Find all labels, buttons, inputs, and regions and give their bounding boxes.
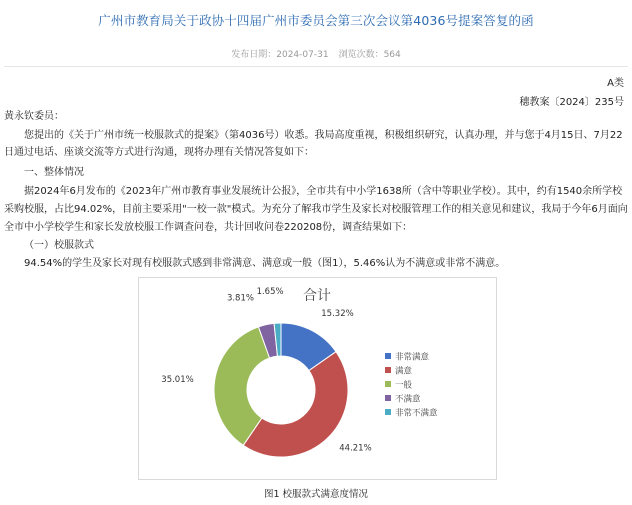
paragraph-2-line-1: 据2024年6月发布的《2023年广州市教育事业发展统计公报》，全市共有中小学1638所（含中等职业学校）。其中，约有1540余所学校 — [24, 186, 623, 197]
legend-label-4: 不满意 — [395, 394, 421, 405]
section-heading-1: 一、整体情况 — [24, 167, 84, 178]
legend-label-3: 一般 — [395, 380, 413, 391]
satisfaction-chart — [138, 277, 497, 480]
legend-label-1: 非常满意 — [395, 352, 430, 363]
legend-swatch-2 — [385, 367, 391, 373]
legend-swatch-5 — [385, 409, 391, 415]
doc-category: A类 — [607, 78, 624, 89]
legend-swatch-3 — [385, 381, 391, 387]
donut-slice-2 — [243, 352, 348, 457]
chart-title: 合计 — [303, 288, 331, 304]
legend-swatch-4 — [385, 395, 391, 401]
article-meta — [0, 47, 632, 60]
legend-label-2: 满意 — [395, 366, 413, 377]
slice-value-label-1: 15.32% — [321, 308, 354, 319]
header-divider — [4, 66, 628, 67]
donut-chart-svg — [139, 278, 496, 479]
slice-value-label-4: 3.81% — [226, 293, 254, 304]
slice-value-label-3: 35.01% — [161, 374, 194, 385]
paragraph-1-line-1: 您提出的《关于广州市统一校服款式的提案》（第4036号）收悉。我局高度重视，积极组织研究，认真办理，并与您于4月15日、7月22 — [24, 130, 623, 141]
view-count: 浏览次数：564 — [338, 50, 401, 60]
slice-value-label-5: 1.65% — [256, 287, 284, 298]
paragraph-2-line-2: 采购校服，占比94.02%，目前主要采用"一校一款"模式。为充分了解我市学生及家长对校服管理工作的相关意见和建议，我局于今年6月面向 — [4, 204, 628, 215]
subsection-heading-1: （一）校服款式 — [24, 240, 94, 251]
figure-caption: 图1 校服款式满意度情况 — [263, 489, 369, 500]
paragraph-3: 94.54%的学生及家长对现有校服款式感到非常满意、满意或一般（图1），5.46%认为不满意或非常不满意。 — [24, 258, 506, 269]
doc-number: 穗教案〔2024〕235号 — [519, 97, 624, 108]
paragraph-1-line-2: 日通过电话、座谈交流等方式进行沟通，现将办理有关情况答复如下： — [4, 147, 314, 158]
paragraph-2-line-3: 全市中小学校学生和家长发放校服工作调查问卷，共计回收问卷220208份，调查结果如下： — [4, 222, 413, 233]
legend-label-5: 非常不满意 — [395, 408, 438, 419]
salutation: 黄永钦委员： — [4, 111, 64, 122]
publish-date: 发布日期：2024-07-31 — [231, 50, 329, 60]
slice-value-label-2: 44.21% — [339, 443, 372, 454]
legend-swatch-1 — [385, 353, 391, 359]
page-title: 广州市教育局关于政协十四届广州市委员会第三次会议第4036号提案答复的函 — [98, 13, 534, 28]
